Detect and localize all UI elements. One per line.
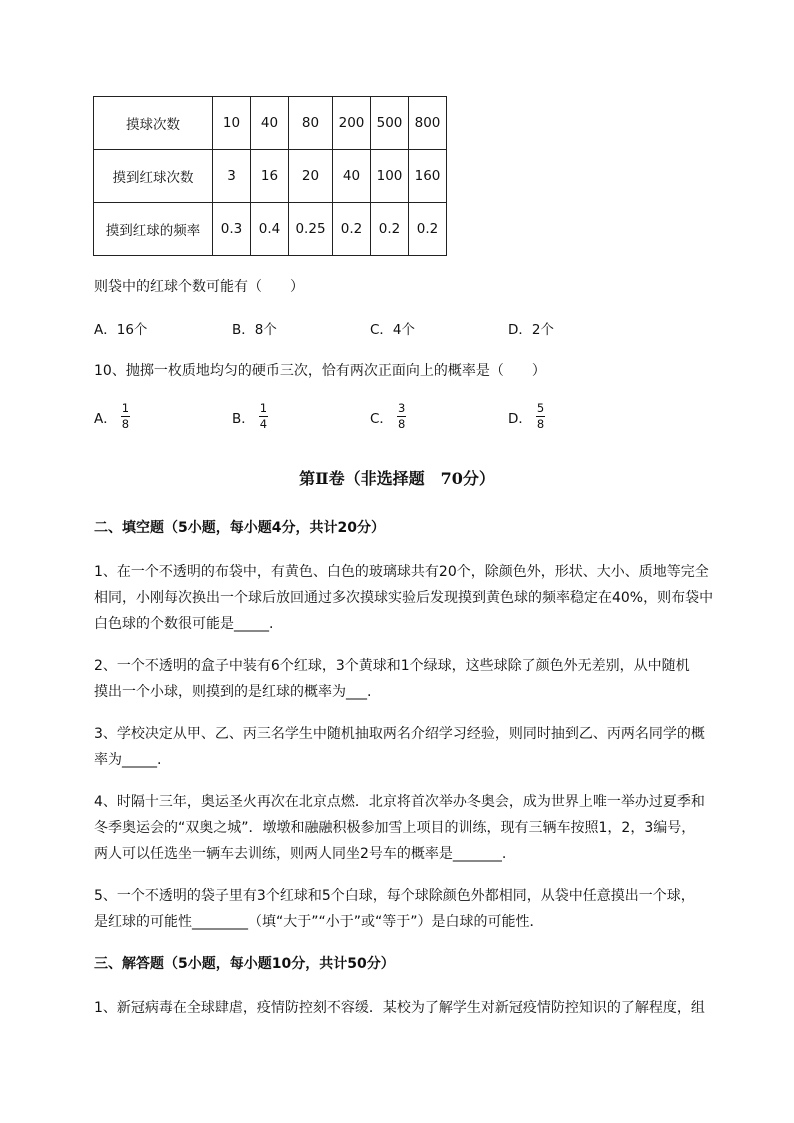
question-text-line: 2、一个不透明的盒子中装有6个红球，3个黄球和1个绿球，这些球除了颜色外无差别，从中随机 — [94, 658, 690, 674]
table-cell: 0.4 — [251, 203, 289, 256]
option-a: A．16个 — [94, 322, 148, 338]
table-cell: 10 — [213, 97, 251, 150]
table-cell: 3 — [213, 150, 251, 203]
row-header: 摸到红球次数 — [94, 150, 213, 203]
question-text-line: 相同，小刚每次换出一个球后放回通过多次摸球实验后发现摸到黄色球的频率稳定在40%，则布袋中 — [94, 590, 714, 606]
table-row — [94, 97, 447, 150]
numerator: 3 — [397, 401, 406, 415]
option-b: B．8个 — [232, 322, 277, 338]
question-text-line: 1、新冠病毒在全球肆虐，疫情防控刻不容缓．某校为了解学生对新冠疫情防控知识的了解程度，组 — [94, 1000, 705, 1016]
denominator: 8 — [536, 417, 545, 431]
option-letter: D． — [508, 410, 532, 427]
table-row — [94, 150, 447, 203]
fraction — [536, 402, 545, 431]
table-cell: 100 — [371, 150, 409, 203]
question-text-line: 两人可以任选坐一辆车去训练，则两人同坐2号车的概率是_______. — [94, 846, 507, 862]
table-cell: 0.2 — [333, 203, 371, 256]
option-d — [508, 402, 545, 431]
denominator: 8 — [397, 417, 406, 431]
frequency-table — [93, 96, 447, 256]
part-2-title: 第Ⅱ卷（非选择题 70分） — [299, 469, 495, 488]
option-letter: C． — [370, 410, 393, 427]
table-cell: 0.2 — [371, 203, 409, 256]
answer-section-heading: 三、解答题（5小题，每小题10分，共计50分） — [94, 956, 395, 972]
table-cell: 500 — [371, 97, 409, 150]
question-text-line: 5、一个不透明的袋子里有3个红球和5个白球，每个球除颜色外都相同，从袋中任意摸出一个球， — [94, 888, 695, 904]
fraction — [121, 402, 130, 431]
question-text-line: 3、学校决定从甲、乙、丙三名学生中随机抽取两名介绍学习经验，则同时抽到乙、丙两名同学的概 — [94, 726, 705, 742]
question-text-line: 冬季奥运会的“双奥之城”．墩墩和融融积极参加雪上项目的训练，现有三辆车按照1，2，3编号， — [94, 820, 696, 836]
option-letter: A． — [94, 410, 117, 427]
numerator: 1 — [121, 401, 130, 415]
table-cell: 16 — [251, 150, 289, 203]
question-text-line: 4、时隔十三年，奥运圣火再次在北京点燃．北京将首次举办冬奥会，成为世界上唯一举办过夏季和 — [94, 794, 705, 810]
table-cell: 40 — [251, 97, 289, 150]
table-cell: 20 — [289, 150, 333, 203]
question-10-stem: 10、抛掷一枚质地均匀的硬币三次，恰有两次正面向上的概率是（ ） — [94, 363, 546, 379]
fill-section-heading: 二、填空题（5小题，每小题4分，共计20分） — [94, 520, 385, 536]
option-a — [94, 402, 130, 431]
table-cell: 160 — [409, 150, 447, 203]
fraction — [259, 402, 268, 431]
option-d: D．2个 — [508, 322, 554, 338]
table-cell: 80 — [289, 97, 333, 150]
option-b — [232, 402, 268, 431]
table-cell: 800 — [409, 97, 447, 150]
table-cell: 200 — [333, 97, 371, 150]
table-cell: 0.3 — [213, 203, 251, 256]
question-text-line: 白色球的个数很可能是_____. — [94, 616, 274, 632]
numerator: 1 — [259, 401, 268, 415]
table-cell: 0.25 — [289, 203, 333, 256]
question-9-stem: 则袋中的红球个数可能有（ ） — [94, 279, 304, 295]
option-letter: B． — [232, 410, 255, 427]
question-text-line: 率为_____. — [94, 752, 162, 768]
option-c — [370, 402, 406, 431]
denominator: 4 — [259, 417, 268, 431]
fraction — [397, 402, 406, 431]
table-row — [94, 203, 447, 256]
row-header: 摸球次数 — [94, 97, 213, 150]
table-cell: 40 — [333, 150, 371, 203]
option-c: C．4个 — [370, 322, 416, 338]
table-cell: 0.2 — [409, 203, 447, 256]
question-text-line: 是红球的可能性________（填“大于”“小于”或“等于”）是白球的可能性． — [94, 914, 544, 930]
question-text-line: 摸出一个小球，则摸到的是红球的概率为___. — [94, 684, 372, 700]
row-header: 摸到红球的频率 — [94, 203, 213, 256]
denominator: 8 — [121, 417, 130, 431]
numerator: 5 — [536, 401, 545, 415]
question-text-line: 1、在一个不透明的布袋中，有黄色、白色的玻璃球共有20个，除颜色外，形状、大小、质地等完全 — [94, 564, 709, 580]
